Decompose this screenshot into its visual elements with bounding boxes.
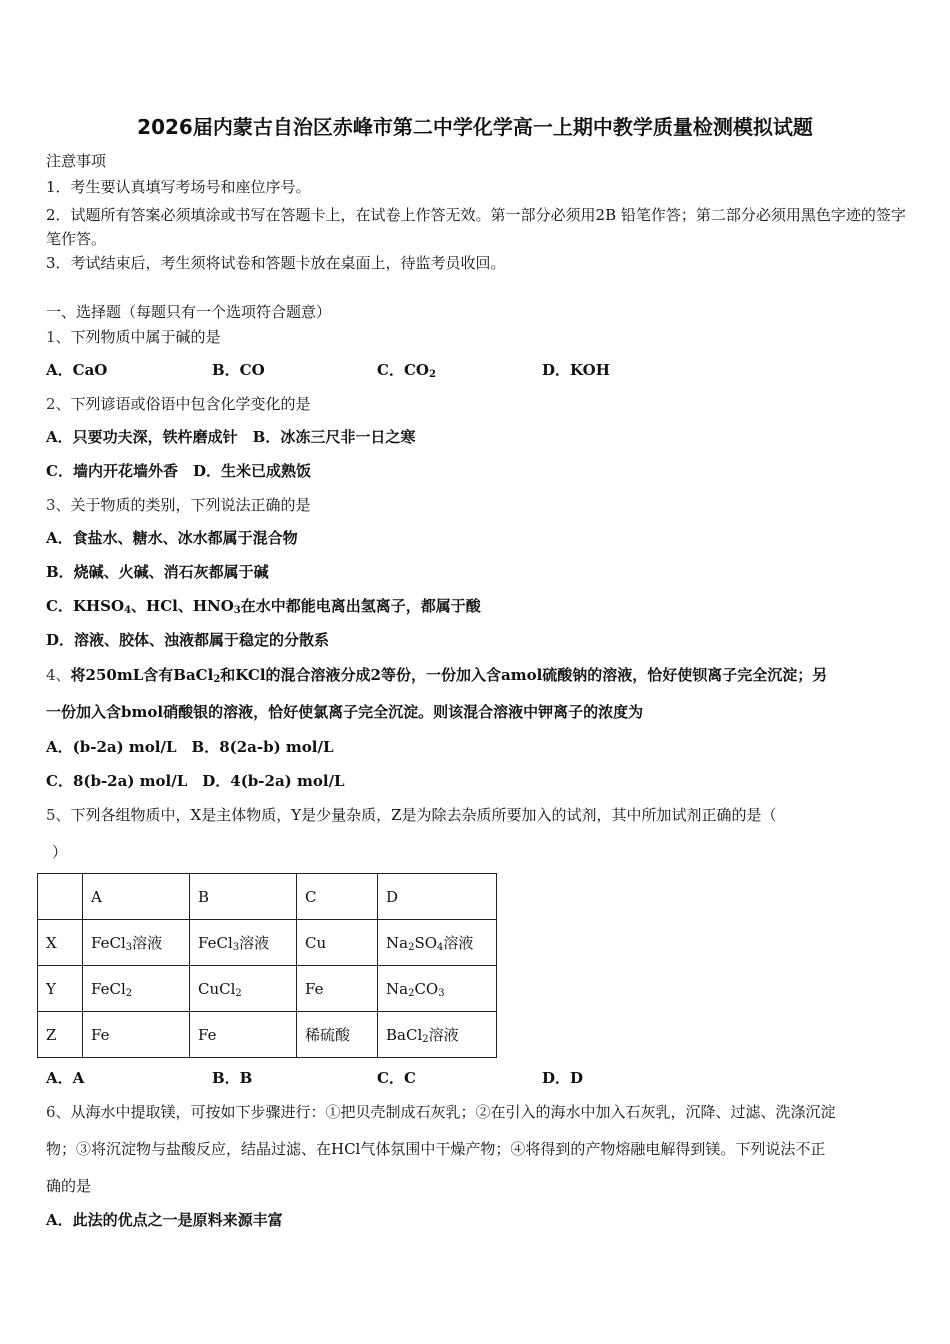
- subscript: 3: [125, 942, 133, 953]
- option-text: 、HCl、HNO: [131, 597, 234, 615]
- table-row: [38, 1012, 497, 1058]
- table-cell: [83, 920, 190, 966]
- cell-text: 溶液: [428, 1026, 459, 1044]
- question-4-line2: 一份加入含bmol硝酸银的溶液，恰好使氯离子完全沉淀。则该混合溶液中钾离子的浓度为: [46, 703, 644, 721]
- option-text: 在水中都能电离出氢离子，都属于酸: [240, 597, 481, 615]
- subscript: 4: [437, 942, 444, 953]
- table-header: D: [378, 874, 497, 920]
- table-cell: [378, 920, 497, 966]
- question-6-stem: [46, 1103, 836, 1121]
- table-header: B: [190, 874, 297, 920]
- table-cell: Fe: [190, 1012, 297, 1058]
- subscript: 2: [408, 942, 415, 953]
- q2-options-cd[interactable]: C．墙内开花墙外香 D．生米已成熟饭: [46, 462, 311, 480]
- row-label: X: [38, 920, 83, 966]
- option-text: C．KHSO: [46, 597, 125, 615]
- q3-option-a[interactable]: A．食盐水、糖水、冰水都属于混合物: [46, 529, 298, 547]
- row-label: Y: [38, 966, 83, 1012]
- question-number: 5、: [46, 806, 71, 824]
- q3-option-d[interactable]: D．溶液、胶体、浊液都属于稳定的分散系: [46, 631, 330, 649]
- subscript: 2: [235, 987, 242, 999]
- cell-text: FeCl: [198, 934, 233, 952]
- q3-option-b[interactable]: B．烧碱、火碱、消石灰都属于碱: [46, 563, 269, 581]
- question-number: 2、: [46, 395, 71, 413]
- subscript: 2: [408, 987, 415, 999]
- subscript: 3: [232, 942, 240, 953]
- cell-text: FeCl: [91, 934, 126, 952]
- question-number: 4、: [46, 666, 71, 684]
- question-text: 下列各组物质中，X是主体物质，Y是少量杂质，Z是为除去杂质所要加入的试剂，其中所加试剂正确的是（: [70, 806, 777, 824]
- q2-options-ab[interactable]: A．只要功夫深，铁杵磨成针 B．冰冻三尺非一日之寒: [46, 428, 416, 446]
- question-1-stem: [46, 328, 221, 346]
- cell-text: SO: [414, 934, 438, 952]
- table-cell: [38, 874, 83, 920]
- question-text: 下列物质中属于碱的是: [70, 328, 221, 346]
- q5-option-d[interactable]: D．D: [542, 1069, 584, 1087]
- q4-options-ab[interactable]: A．(b-2a) mol/L B．8(2a-b) mol/L: [46, 738, 334, 756]
- subscript: 2: [213, 674, 221, 685]
- question-number: 1、: [46, 328, 71, 346]
- question-5-stem: [46, 806, 777, 824]
- question-5-stem-end: ）: [52, 843, 68, 861]
- subscript: 2: [422, 1034, 429, 1045]
- table-header: A: [83, 874, 190, 920]
- notice-item-1: 1．考生要认真填写考场号和座位序号。: [46, 178, 311, 196]
- subscript: 3: [438, 987, 445, 999]
- question-text: 和KCl的混合溶液分成2等份，一份加入含amol硫酸钠的溶液，恰好使钡离子完全沉淀；另: [220, 666, 828, 684]
- q1-option-b[interactable]: B．CO: [212, 361, 265, 379]
- table-cell: 稀硫酸: [297, 1012, 378, 1058]
- cell-text: 溶液: [239, 934, 270, 952]
- option-text: C．CO: [377, 361, 429, 379]
- row-label: Z: [38, 1012, 83, 1058]
- page-title: 2026届内蒙古自治区赤峰市第二中学化学高一上期中教学质量检测模拟试题: [137, 115, 813, 139]
- cell-text: Na: [386, 979, 409, 998]
- q6-option-a[interactable]: A．此法的优点之一是原料来源丰富: [46, 1211, 283, 1229]
- table-cell: [190, 966, 297, 1012]
- table-row: [38, 920, 497, 966]
- q1-option-c[interactable]: [377, 361, 436, 379]
- notice-heading: 注意事项: [46, 152, 107, 170]
- q4-options-cd[interactable]: C．8(b-2a) mol/L D．4(b-2a) mol/L: [46, 772, 345, 790]
- subscript: 2: [428, 369, 436, 380]
- question-3-stem: [46, 496, 311, 514]
- cell-text: CuCl: [198, 979, 236, 998]
- table-cell: [378, 1012, 497, 1058]
- table-row: [38, 874, 497, 920]
- cell-text: 溶液: [132, 934, 163, 952]
- question-text: 关于物质的类别，下列说法正确的是: [70, 496, 311, 514]
- table-row: [38, 966, 497, 1012]
- cell-text: BaCl: [386, 1026, 423, 1044]
- table-cell: [190, 920, 297, 966]
- q3-option-c[interactable]: [46, 597, 481, 615]
- question-2-stem: [46, 395, 311, 413]
- q5-option-c[interactable]: C．C: [377, 1069, 416, 1087]
- q1-option-a[interactable]: A．CaO: [46, 361, 108, 379]
- question-text: 将250mL含有BaCl: [70, 666, 214, 684]
- subscript: 3: [233, 605, 241, 616]
- table-cell: Cu: [297, 920, 378, 966]
- q5-option-a[interactable]: A．A: [46, 1069, 85, 1087]
- question-text: 下列谚语或俗语中包含化学变化的是: [70, 395, 311, 413]
- question-number: 3、: [46, 496, 71, 514]
- question-6-line3: 确的是: [46, 1177, 92, 1195]
- subscript: 2: [125, 987, 133, 999]
- q1-option-d[interactable]: D．KOH: [542, 361, 610, 379]
- table-header: C: [297, 874, 378, 920]
- q5-option-b[interactable]: B．B: [212, 1069, 253, 1087]
- question-6-line2: 物；③将沉淀物与盐酸反应，结晶过滤、在HCl气体氛围中干燥产物；④将得到的产物熔融电解得到镁。下列说法不正: [46, 1140, 826, 1158]
- table-cell: [378, 966, 497, 1012]
- cell-text: CO: [414, 979, 439, 998]
- q5-table: [37, 873, 497, 1058]
- question-number: 6、: [46, 1103, 71, 1121]
- notice-item-3: 3．考试结束后，考生须将试卷和答题卡放在桌面上，待监考员收回。: [46, 254, 506, 272]
- notice-item-2: 2．试题所有答案必须填涂或书写在答题卡上，在试卷上作答无效。第一部分必须用2B 铅笔作答；第二部分必须用黑色字迹的签字笔作答。: [46, 206, 906, 248]
- question-text: 从海水中提取镁，可按如下步骤进行：①把贝壳制成石灰乳；②在引入的海水中加入石灰乳，沉降、过滤、洗涤沉淀: [70, 1103, 836, 1121]
- table-cell: [83, 966, 190, 1012]
- subscript: 4: [124, 605, 132, 616]
- table-cell: Fe: [297, 966, 378, 1012]
- cell-text: Na: [386, 934, 409, 952]
- section-heading: 一、选择题（每题只有一个选项符合题意）: [46, 303, 332, 321]
- table-cell: Fe: [83, 1012, 190, 1058]
- question-4-stem: [46, 666, 827, 684]
- cell-text: FeCl: [91, 979, 126, 998]
- cell-text: 溶液: [443, 934, 474, 952]
